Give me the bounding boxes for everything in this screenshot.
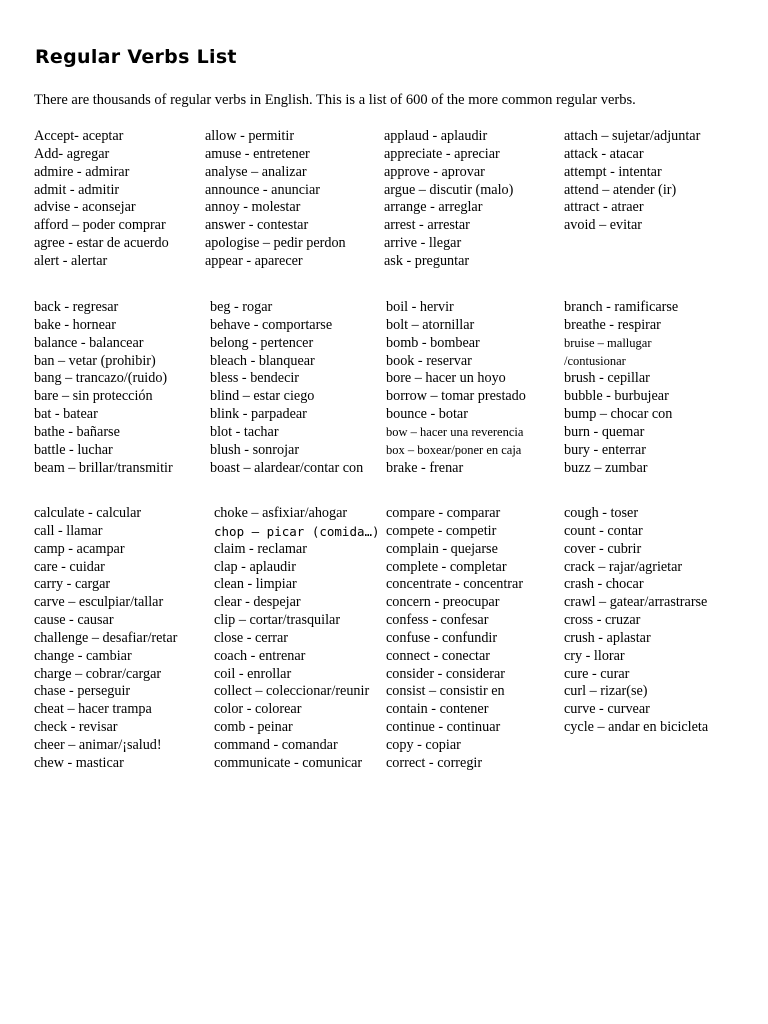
verb-entry: arrange - arreglar <box>384 199 483 216</box>
verb-column <box>386 505 523 773</box>
verb-entry: bruise – mallugar <box>564 335 652 350</box>
verb-column <box>205 128 346 271</box>
verb-entry: cure - curar <box>564 665 630 682</box>
verb-entry: bow – hacer una reverencia <box>386 424 524 439</box>
verb-entry: argue – discutir (malo) <box>384 181 514 198</box>
verb-entry: confess - confesar <box>386 612 489 629</box>
verb-entry: command - comandar <box>214 736 338 753</box>
verb-entry: ask - preguntar <box>384 252 470 269</box>
verb-entry: Accept- aceptar <box>34 128 124 144</box>
intro-paragraph: There are thousands of regular verbs in English. This is a list of 600 of the more common regular verbs. <box>34 92 636 108</box>
verb-entry: appreciate - apreciar <box>384 145 500 162</box>
verb-entry: clean - limpiar <box>214 576 297 593</box>
verb-entry: cause - causar <box>34 612 114 629</box>
verb-entry: concern - preocupar <box>386 594 500 611</box>
verb-entry: complain - quejarse <box>386 540 498 557</box>
verb-entry: curve - curvear <box>564 701 650 718</box>
verb-column <box>214 505 380 773</box>
verb-entry: crash - chocar <box>564 576 644 593</box>
verb-entry: apologise – pedir perdon <box>205 235 346 252</box>
verb-entry: book - reservar <box>386 352 472 369</box>
verb-column <box>34 505 177 773</box>
verb-entry: charge – cobrar/cargar <box>34 665 162 682</box>
verb-column <box>210 299 363 477</box>
verb-entry: coach - entrenar <box>214 647 306 664</box>
verb-entry: chase - perseguir <box>34 683 131 700</box>
verb-entry: arrive - llegar <box>384 235 462 252</box>
verb-entry: bubble - burbujear <box>564 388 669 405</box>
verb-entry: beam – brillar/transmitir <box>34 459 173 476</box>
verb-column <box>564 128 700 235</box>
verb-entry: behave - comportarse <box>210 316 333 333</box>
verb-entry: bang – trancazo/(ruido) <box>34 370 168 387</box>
verb-entry: crack – rajar/agrietar <box>564 558 683 575</box>
verb-entry: check - revisar <box>34 719 118 736</box>
verb-entry: crush - aplastar <box>564 629 651 646</box>
verb-entry: admire - admirar <box>34 163 130 180</box>
verb-column <box>34 299 173 477</box>
verb-entry: continue - continuar <box>386 719 501 736</box>
verb-entry: bat - batear <box>34 406 98 423</box>
verb-entry: bury - enterrar <box>564 441 646 458</box>
verb-entry: curl – rizar(se) <box>564 683 648 700</box>
verb-entry: cry - llorar <box>564 647 625 664</box>
verb-entry: agree - estar de acuerdo <box>34 235 169 252</box>
verb-entry: compete - competir <box>386 522 497 539</box>
verb-entry: box – boxear/poner en caja <box>386 442 522 457</box>
verb-entry: cheer – animar/¡salud! <box>34 736 162 753</box>
verb-entry: confuse - confundir <box>386 629 498 646</box>
verb-entry: applaud - aplaudir <box>384 128 488 144</box>
verb-entry: burn - quemar <box>564 423 645 440</box>
verb-entry: color - colorear <box>214 701 302 718</box>
verb-entry: bore – hacer un hoyo <box>386 370 506 387</box>
verb-entry: count - contar <box>564 522 643 539</box>
verb-entry: consider - considerar <box>386 665 505 682</box>
verb-entry: carve – esculpiar/tallar <box>34 594 164 611</box>
verb-entry: attend – atender (ir) <box>564 181 677 198</box>
verb-entry: ban – vetar (prohibir) <box>34 352 156 369</box>
verb-column <box>564 299 678 477</box>
verb-entry: coil - enrollar <box>214 665 292 682</box>
verb-entry: attach – sujetar/adjuntar <box>564 128 701 144</box>
verb-entry: bounce - botar <box>386 406 468 423</box>
verb-entry: cough - toser <box>564 505 639 521</box>
verb-entry: cover - cubrir <box>564 540 642 557</box>
verb-entry: bare – sin protección <box>34 388 153 405</box>
verb-entry: bomb - bombear <box>386 334 480 351</box>
verb-entry: brush - cepillar <box>564 370 650 387</box>
verb-entry: brake - frenar <box>386 459 464 476</box>
verb-entry: cycle – andar en bicicleta <box>564 719 709 736</box>
verb-column <box>564 505 708 737</box>
verb-entry: complete - completar <box>386 558 507 575</box>
verb-entry: blot - tachar <box>210 423 279 440</box>
verb-entry: blind – estar ciego <box>210 388 315 405</box>
verb-entry: balance - balancear <box>34 334 144 351</box>
verb-entry: beg - rogar <box>210 299 273 315</box>
verb-entry: care - cuidar <box>34 558 105 575</box>
verb-entry: avoid – evitar <box>564 217 643 234</box>
verb-entry: change - cambiar <box>34 647 132 664</box>
verb-entry: back - regresar <box>34 299 119 315</box>
verb-entry: bolt – atornillar <box>386 316 475 333</box>
verb-entry: bake - hornear <box>34 316 116 333</box>
verb-entry: claim - reclamar <box>214 540 307 557</box>
verb-column <box>34 128 169 271</box>
verb-entry: appear - aparecer <box>205 252 303 269</box>
verb-entry: connect - conectar <box>386 647 490 664</box>
verb-entry: call - llamar <box>34 522 103 539</box>
verb-entry: branch - ramificarse <box>564 299 679 315</box>
verb-entry: analyse – analizar <box>205 163 307 180</box>
verb-entry: clear - despejar <box>214 594 301 611</box>
verb-entry: choke – asfixiar/ahogar <box>214 505 348 521</box>
verb-entry: collect – coleccionar/reunir <box>214 683 370 700</box>
verb-entry: amuse - entretener <box>205 145 310 162</box>
verb-entry: bump – chocar con <box>564 406 673 423</box>
verb-entry: cheat – hacer trampa <box>34 701 152 718</box>
verb-entry: chop – picar (comida…) <box>214 523 380 539</box>
verb-entry: concentrate - concentrar <box>386 576 524 593</box>
verb-entry: carry - cargar <box>34 576 111 593</box>
verb-entry: contain - contener <box>386 701 489 718</box>
verb-entry: attack - atacar <box>564 145 644 162</box>
verb-entry: Add- agregar <box>34 145 110 162</box>
verb-entry: alert - alertar <box>34 252 108 269</box>
verb-entry: attempt - intentar <box>564 163 662 180</box>
verb-entry: camp - acampar <box>34 540 125 557</box>
verb-entry: clip – cortar/trasquilar <box>214 612 341 629</box>
verb-entry: battle - luchar <box>34 441 113 458</box>
verb-entry: attract - atraer <box>564 199 644 216</box>
verb-entry: blink - parpadear <box>210 406 307 423</box>
verb-entry: boil - hervir <box>386 299 454 315</box>
verb-entry: chew - masticar <box>34 754 124 771</box>
verb-entry: clap - aplaudir <box>214 558 296 575</box>
verb-entry: allow - permitir <box>205 128 295 144</box>
verb-entry: announce - anunciar <box>205 181 321 198</box>
verb-column <box>384 128 513 271</box>
verb-entry: approve - aprovar <box>384 163 485 180</box>
verb-entry: close - cerrar <box>214 629 289 646</box>
verb-entry: admit - admitir <box>34 181 120 198</box>
verb-entry: buzz – zumbar <box>564 459 648 476</box>
verb-entry: answer - contestar <box>205 217 309 234</box>
verb-entry: correct - corregir <box>386 754 483 771</box>
verb-entry: arrest - arrestar <box>384 217 470 234</box>
verb-entry: boast – alardear/contar con <box>210 459 364 476</box>
verb-entry: cross - cruzar <box>564 612 641 629</box>
verb-entry: copy - copiar <box>386 736 461 753</box>
page-title: Regular Verbs List <box>35 46 237 68</box>
verb-entry: crawl – gatear/arrastrarse <box>564 594 708 611</box>
verb-entry: borrow – tomar prestado <box>386 388 526 405</box>
verb-entry: comb - peinar <box>214 719 293 736</box>
verb-entry: challenge – desafiar/retar <box>34 629 178 646</box>
verb-entry: communicate - comunicar <box>214 754 363 771</box>
verb-entry: compare - comparar <box>386 505 501 521</box>
verb-entry: /contusionar <box>564 353 626 368</box>
verb-entry: breathe - respirar <box>564 316 661 333</box>
verb-column <box>386 299 526 477</box>
verb-entry: bathe - bañarse <box>34 423 120 440</box>
verb-entry: belong - pertencer <box>210 334 314 351</box>
verb-entry: advise - aconsejar <box>34 199 136 216</box>
verb-entry: blush - sonrojar <box>210 441 300 458</box>
verb-entry: bless - bendecir <box>210 370 300 387</box>
verb-entry: consist – consistir en <box>386 683 505 700</box>
verb-entry: bleach - blanquear <box>210 352 315 369</box>
verb-entry: afford – poder comprar <box>34 217 166 234</box>
verb-entry: calculate - calcular <box>34 505 142 521</box>
verb-entry: annoy - molestar <box>205 199 301 216</box>
